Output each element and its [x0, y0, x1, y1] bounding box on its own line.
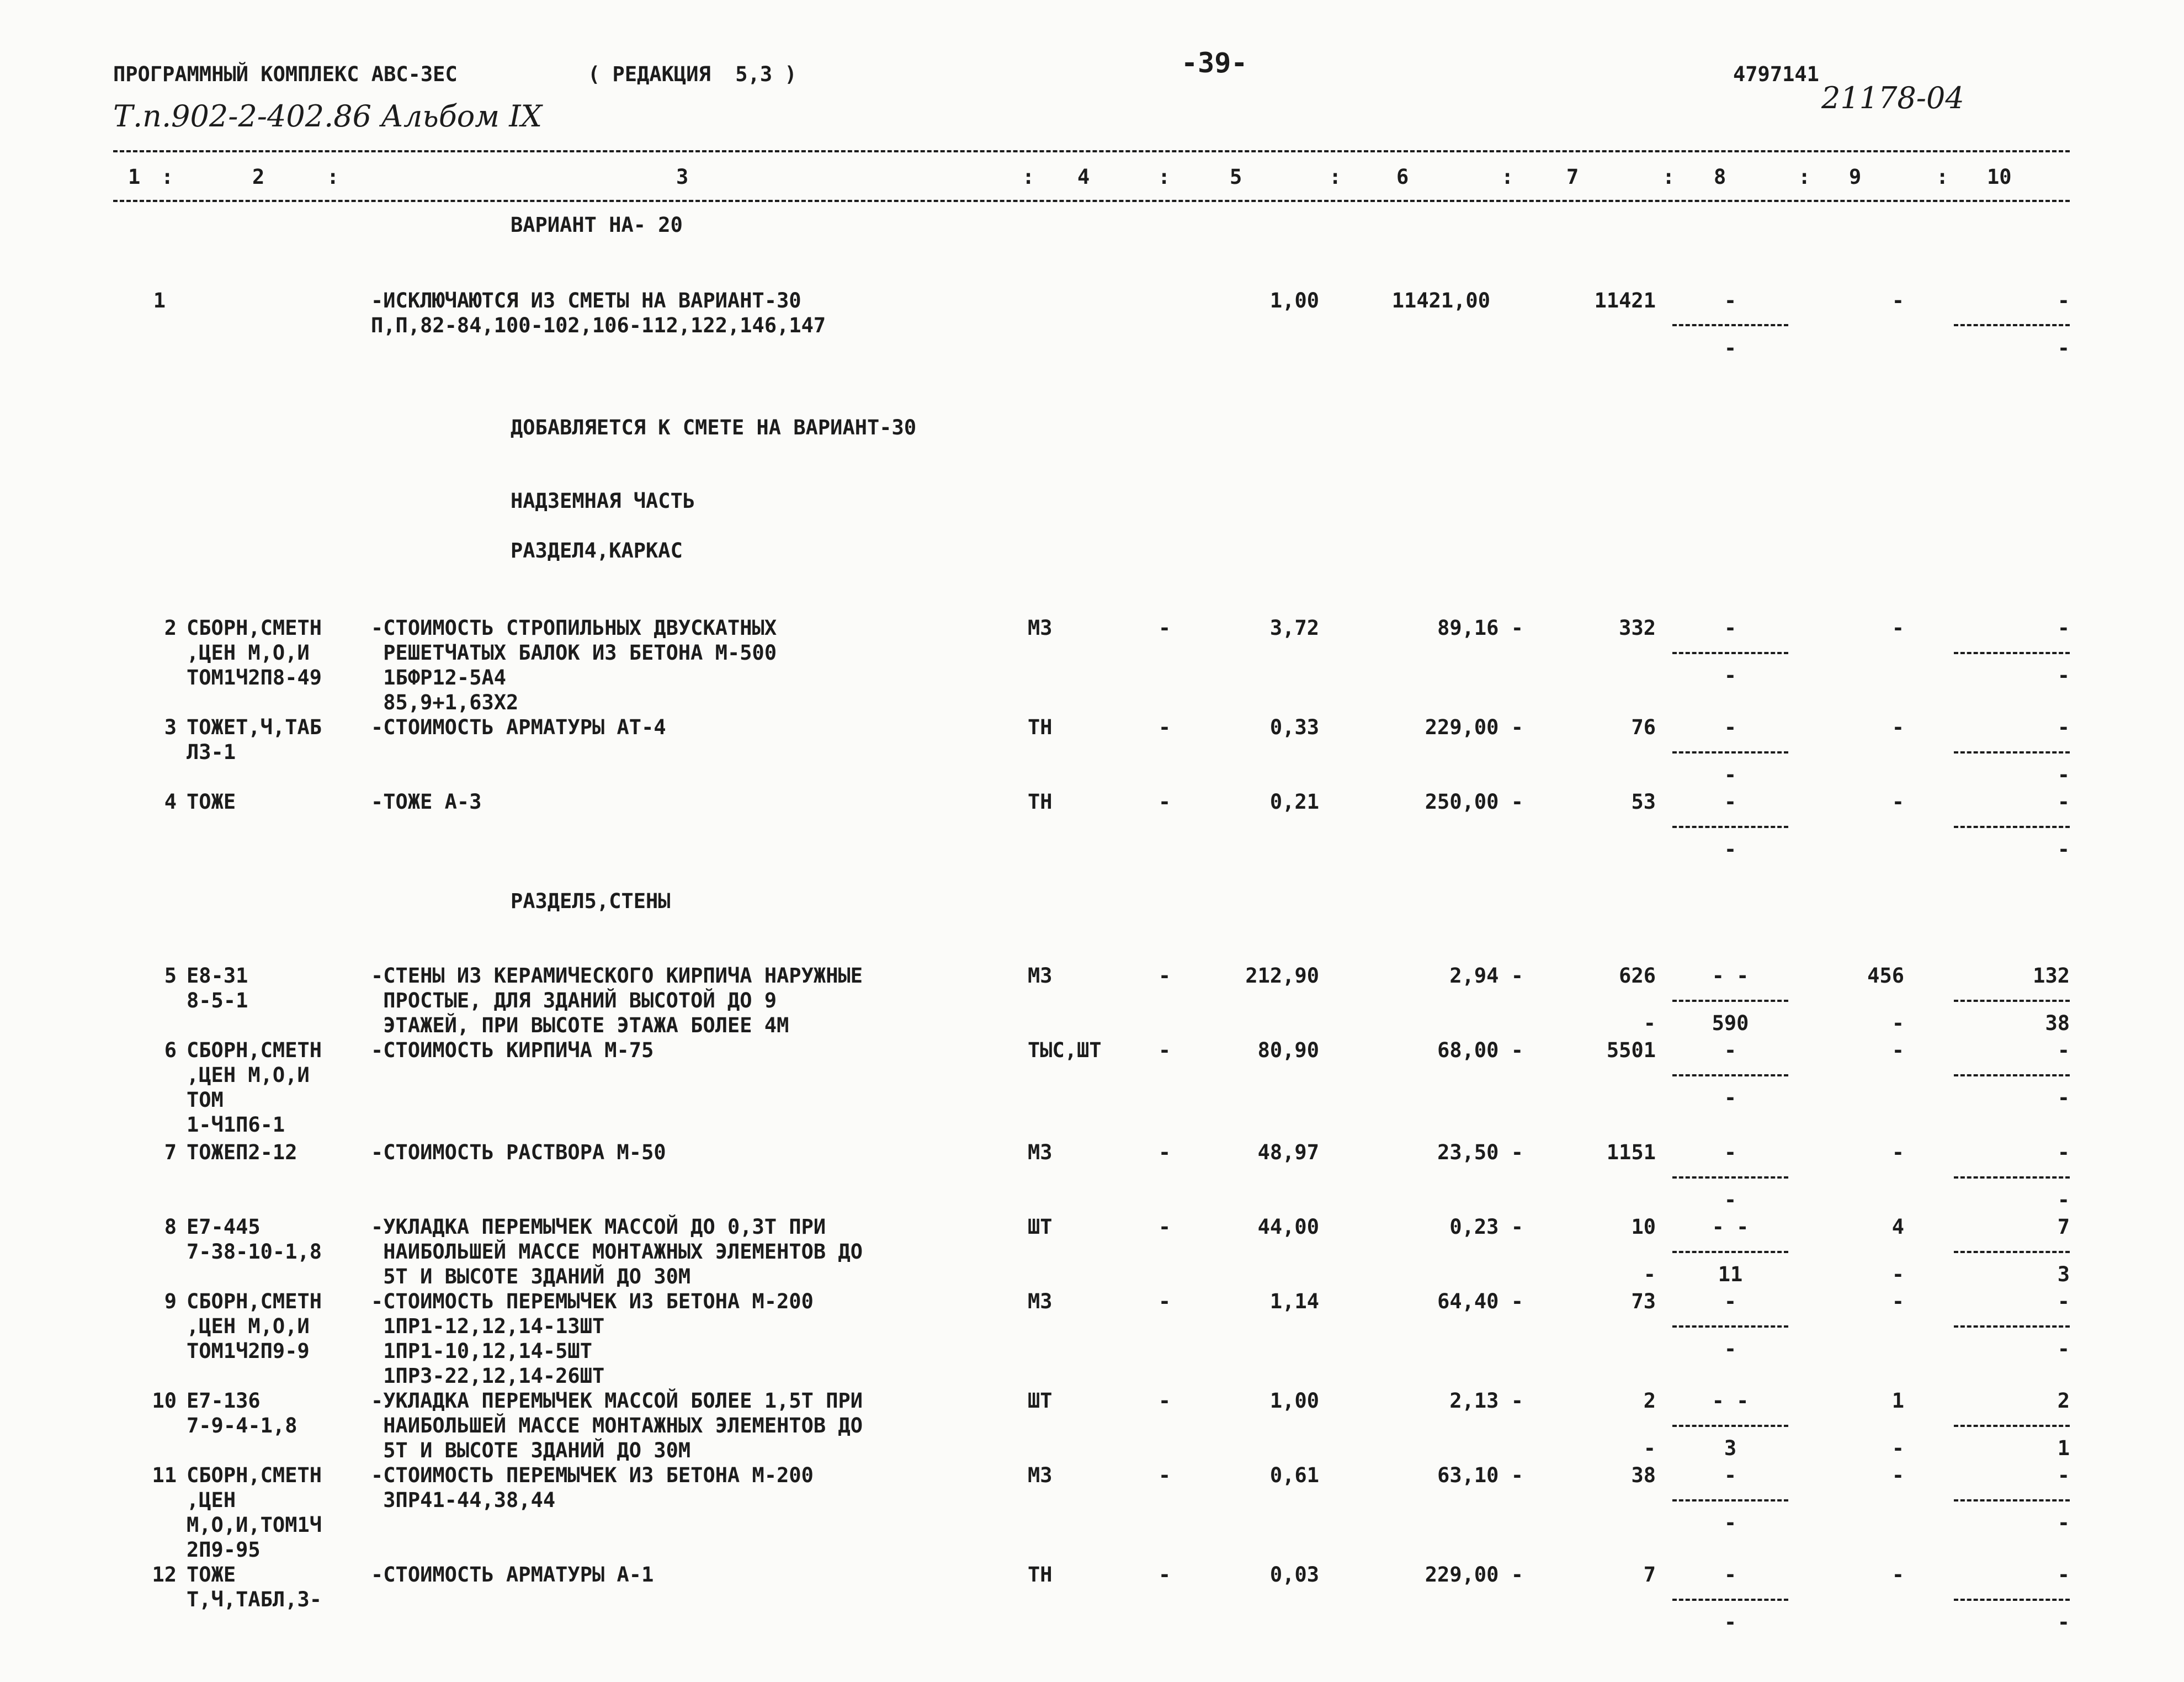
row-col10-sub: -: [2057, 1188, 2070, 1212]
row-col9: 4: [1891, 1215, 1904, 1239]
row-col8-sub: -: [1724, 1511, 1737, 1535]
subtotal-rule: [1954, 1251, 2070, 1253]
document-number: 4797141: [1733, 62, 1819, 86]
row-mark: -: [1158, 715, 1171, 739]
column-header: 10: [1987, 165, 2012, 189]
row-mark: -: [1158, 1215, 1171, 1239]
row-col8-sub: -: [1724, 1610, 1737, 1634]
row-col10: -: [2057, 715, 2070, 739]
row-quantity: 212,90: [1245, 964, 1319, 988]
row-code: Е7-136: [187, 1389, 261, 1413]
row-code: Л3-1: [187, 740, 236, 764]
row-col10: -: [2057, 1563, 2070, 1587]
row-number: 9: [164, 1290, 177, 1313]
row-col8: -: [1724, 1038, 1737, 1062]
row-number: 2: [164, 616, 177, 640]
row-code: ТОЖЕТ,Ч,ТАБ: [187, 715, 322, 739]
row-description: 5Т И ВЫСОТЕ ЗДАНИЙ ДО 30М: [371, 1439, 691, 1462]
row-description: 5Т И ВЫСОТЕ ЗДАНИЙ ДО 30М: [371, 1265, 691, 1288]
row-description: 1БФР12-5А4: [371, 666, 507, 689]
edition-label: ( РЕДАКЦИЯ 5,3 ): [588, 62, 797, 86]
row-price: 68,00 -: [1437, 1038, 1523, 1062]
row-code: ТОЖЕ: [187, 790, 236, 814]
row-col10-sub: -: [2057, 1511, 2070, 1535]
row-col8-sub: -: [1724, 1188, 1737, 1212]
subtotal-rule: [1672, 1251, 1788, 1253]
column-header: 1: [128, 165, 141, 189]
row-total: 332: [1619, 616, 1656, 640]
row-total-sub: -: [1643, 1436, 1656, 1460]
subtotal-rule: [1954, 1325, 2070, 1328]
row-quantity: 0,21: [1269, 790, 1319, 814]
row-quantity: 0,61: [1269, 1463, 1319, 1487]
row-total: 38: [1631, 1463, 1656, 1487]
row-price: 64,40 -: [1437, 1290, 1523, 1313]
row-col10: -: [2057, 616, 2070, 640]
row-col9-sub: -: [1891, 1011, 1904, 1035]
row-col9: -: [1891, 1140, 1904, 1164]
row-mark: -: [1158, 1463, 1171, 1487]
row-price: 2,13 -: [1449, 1389, 1523, 1413]
row-col8: -: [1724, 715, 1737, 739]
row-col9: -: [1891, 1290, 1904, 1313]
row-total: 11421: [1594, 289, 1656, 312]
row-number: 7: [164, 1140, 177, 1164]
row-unit: ТН: [1028, 1563, 1053, 1587]
header-rule-bottom: [113, 200, 2070, 202]
column-header: 4: [1077, 165, 1090, 189]
row-code: ,ЦЕН М,О,И: [187, 1063, 310, 1087]
row-code: ТОЖЕ: [187, 1563, 236, 1587]
row-mark: -: [1158, 964, 1171, 988]
row-col9-sub: -: [1891, 1436, 1904, 1460]
row-col10-sub: -: [2057, 336, 2070, 360]
row-number: 1: [153, 289, 166, 312]
row-col10-sub: 38: [2045, 1011, 2070, 1035]
row-quantity: 0,03: [1269, 1563, 1319, 1587]
row-description: -ИСКЛЮЧАЮТСЯ ИЗ СМЕТЫ НА ВАРИАНТ-30: [371, 289, 801, 312]
row-number: 10: [152, 1389, 177, 1413]
row-col8-sub: 11: [1718, 1262, 1743, 1286]
row-quantity: 0,33: [1269, 715, 1319, 739]
row-col10: -: [2057, 1463, 2070, 1487]
row-description: -СТОИМОСТЬ ПЕРЕМЫЧЕК ИЗ БЕТОНА М-200: [371, 1290, 814, 1313]
row-col9: 1: [1891, 1389, 1904, 1413]
row-col9: -: [1891, 616, 1904, 640]
row-description: ЭТАЖЕЙ, ПРИ ВЫСОТЕ ЭТАЖА БОЛЕЕ 4М: [371, 1014, 789, 1037]
above-ground-title: НАДЗЕМНАЯ ЧАСТЬ: [511, 489, 695, 513]
column-header: 3: [676, 165, 689, 189]
row-col9: 456: [1867, 964, 1904, 988]
handwritten-code: 21178-04: [1821, 81, 1964, 115]
row-mark: -: [1158, 616, 1171, 640]
row-col10: -: [2057, 1290, 2070, 1313]
row-code: СБОРН,СМЕТН: [187, 1290, 322, 1313]
row-quantity: 3,72: [1269, 616, 1319, 640]
program-title: ПРОГРАММНЫЙ КОМПЛЕКС АВС-3ЕС: [113, 62, 458, 86]
row-unit: ТЫС,ШТ: [1028, 1038, 1102, 1062]
row-code: Т,Ч,ТАБЛ,3-: [187, 1588, 322, 1611]
row-total: 5501: [1606, 1038, 1656, 1062]
row-unit: М3: [1028, 1140, 1053, 1164]
row-code: 7-9-4-1,8: [187, 1414, 297, 1437]
row-col10: 132: [2033, 964, 2070, 988]
row-col10: -: [2057, 1140, 2070, 1164]
row-description: -УКЛАДКА ПЕРЕМЫЧЕК МАССОЙ БОЛЕЕ 1,5Т ПРИ: [371, 1389, 863, 1413]
header-rule-top: [113, 150, 2070, 152]
row-description: ПРОСТЫЕ, ДЛЯ ЗДАНИЙ ВЫСОТОЙ ДО 9: [371, 989, 777, 1012]
row-col10: -: [2057, 790, 2070, 814]
section-5-title: РАЗДЕЛ5,СТЕНЫ: [511, 889, 671, 913]
subtotal-rule: [1672, 1176, 1788, 1179]
row-description: -ТОЖЕ А-3: [371, 790, 482, 814]
row-price: 0,23 -: [1449, 1215, 1523, 1239]
row-code: ,ЦЕН: [187, 1488, 236, 1512]
row-description: -СТОИМОСТЬ СТРОПИЛЬНЫХ ДВУСКАТНЫХ: [371, 616, 777, 640]
row-col8: - -: [1712, 1389, 1749, 1413]
row-col8: -: [1724, 616, 1737, 640]
row-code: 8-5-1: [187, 989, 248, 1012]
subtotal-rule: [1672, 1325, 1788, 1328]
row-code: ,ЦЕН М,О,И: [187, 641, 310, 665]
row-col10-sub: 3: [2057, 1262, 2070, 1286]
row-quantity: 1,14: [1269, 1290, 1319, 1313]
row-price: 89,16 -: [1437, 616, 1523, 640]
row-description: 1ПР1-12,12,14-13ШТ: [371, 1314, 605, 1338]
subtotal-rule: [1672, 826, 1788, 828]
row-price: 250,00 -: [1425, 790, 1523, 814]
row-code: ТОЖЕП2-12: [187, 1140, 297, 1164]
row-code: Е7-445: [187, 1215, 261, 1239]
row-col10-sub: 1: [2057, 1436, 2070, 1460]
row-code: 1-Ч1П6-1: [187, 1113, 285, 1137]
row-code: 7-38-10-1,8: [187, 1240, 322, 1264]
subtotal-rule: [1954, 1176, 2070, 1179]
subtotal-rule: [1954, 652, 2070, 654]
row-price: 23,50 -: [1437, 1140, 1523, 1164]
row-col8: -: [1724, 1140, 1737, 1164]
row-col10: -: [2057, 1038, 2070, 1062]
subtotal-rule: [1954, 751, 2070, 754]
row-price: 11421,00: [1391, 289, 1490, 312]
column-header: 9: [1849, 165, 1862, 189]
row-price: 63,10 -: [1437, 1463, 1523, 1487]
row-number: 3: [164, 715, 177, 739]
row-code: СБОРН,СМЕТН: [187, 1463, 322, 1487]
row-col10-sub: -: [2057, 1610, 2070, 1634]
column-header: 8: [1714, 165, 1726, 189]
row-mark: -: [1158, 1563, 1171, 1587]
row-price: 229,00 -: [1425, 1563, 1523, 1587]
row-quantity: 1,00: [1269, 1389, 1319, 1413]
row-mark: -: [1158, 1038, 1171, 1062]
row-price: 2,94 -: [1449, 964, 1523, 988]
row-number: 6: [164, 1038, 177, 1062]
row-col10-sub: -: [2057, 1086, 2070, 1110]
subtotal-rule: [1954, 1000, 2070, 1002]
row-unit: М3: [1028, 964, 1053, 988]
row-unit: М3: [1028, 1290, 1053, 1313]
subtotal-rule: [1672, 1000, 1788, 1002]
row-description: -УКЛАДКА ПЕРЕМЫЧЕК МАССОЙ ДО 0,3Т ПРИ: [371, 1215, 826, 1239]
added-section-title: ДОБАВЛЯЕТСЯ К СМЕТЕ НА ВАРИАНТ-30: [511, 416, 917, 439]
subtotal-rule: [1954, 1074, 2070, 1076]
row-quantity: 1,00: [1269, 289, 1319, 312]
variant-title: ВАРИАНТ НА- 20: [511, 213, 683, 237]
row-col8-sub: -: [1724, 1337, 1737, 1361]
row-unit: ШТ: [1028, 1389, 1053, 1413]
row-number: 11: [152, 1463, 177, 1487]
row-col8: -: [1724, 1290, 1737, 1313]
column-header: 5: [1230, 165, 1242, 189]
row-col10-sub: -: [2057, 1337, 2070, 1361]
row-code: М,О,И,ТОМ1Ч: [187, 1513, 322, 1537]
row-col8: -: [1724, 1563, 1737, 1587]
row-total: 2: [1643, 1389, 1656, 1413]
row-unit: М3: [1028, 1463, 1053, 1487]
row-quantity: 80,90: [1257, 1038, 1319, 1062]
row-quantity: 48,97: [1257, 1140, 1319, 1164]
row-total: 73: [1631, 1290, 1656, 1313]
subtotal-rule: [1672, 1499, 1788, 1501]
column-header: 2: [252, 165, 265, 189]
row-total-sub: -: [1643, 1262, 1656, 1286]
column-header: 7: [1566, 165, 1579, 189]
row-col8-sub: -: [1724, 664, 1737, 687]
row-description: 3ПР41-44,38,44: [371, 1488, 556, 1512]
row-price: 229,00 -: [1425, 715, 1523, 739]
row-col10: 2: [2057, 1389, 2070, 1413]
subtotal-rule: [1954, 1499, 2070, 1501]
row-number: 5: [164, 964, 177, 988]
row-code: СБОРН,СМЕТН: [187, 616, 322, 640]
row-unit: ШТ: [1028, 1215, 1053, 1239]
row-description: -СТОИМОСТЬ ПЕРЕМЫЧЕК ИЗ БЕТОНА М-200: [371, 1463, 814, 1487]
page-number: -39-: [1181, 47, 1248, 79]
row-description: НАИБОЛЬШЕЙ МАССЕ МОНТАЖНЫХ ЭЛЕМЕНТОВ ДО: [371, 1414, 863, 1437]
row-quantity: 44,00: [1257, 1215, 1319, 1239]
row-description: НАИБОЛЬШЕЙ МАССЕ МОНТАЖНЫХ ЭЛЕМЕНТОВ ДО: [371, 1240, 863, 1264]
row-total: 1151: [1606, 1140, 1656, 1164]
row-unit: М3: [1028, 616, 1053, 640]
row-col10: -: [2057, 289, 2070, 312]
row-code: ТОМ1Ч2П9-9: [187, 1339, 310, 1363]
row-col8-sub: -: [1724, 1086, 1737, 1110]
row-number: 4: [164, 790, 177, 814]
row-description: 1ПР1-10,12,14-5ШТ: [371, 1339, 592, 1363]
row-mark: -: [1158, 1389, 1171, 1413]
row-description: 1ПР3-22,12,14-26ШТ: [371, 1364, 605, 1388]
subtotal-rule: [1954, 1425, 2070, 1427]
row-description: П,П,82-84,100-102,106-112,122,146,147: [371, 314, 826, 337]
row-col8-sub: -: [1724, 763, 1737, 787]
row-code: ТОМ1Ч2П8-49: [187, 666, 322, 689]
row-description: 85,9+1,63Х2: [371, 691, 519, 714]
row-col10-sub: -: [2057, 837, 2070, 861]
row-description: РЕШЕТЧАТЫХ БАЛОК ИЗ БЕТОНА М-500: [371, 641, 777, 665]
subtotal-rule: [1954, 826, 2070, 828]
row-col8: -: [1724, 289, 1737, 312]
subtotal-rule: [1672, 1599, 1788, 1601]
row-unit: ТН: [1028, 790, 1053, 814]
row-code: ,ЦЕН М,О,И: [187, 1314, 310, 1338]
row-col9: -: [1891, 289, 1904, 312]
row-col8: - -: [1712, 964, 1749, 988]
row-code: ТОМ: [187, 1088, 224, 1112]
row-total: 76: [1631, 715, 1656, 739]
row-col8: -: [1724, 1463, 1737, 1487]
row-mark: -: [1158, 1290, 1171, 1313]
row-code: Е8-31: [187, 964, 248, 988]
row-col8: - -: [1712, 1215, 1749, 1239]
subtotal-rule: [1672, 652, 1788, 654]
row-description: -СТОИМОСТЬ КИРПИЧА М-75: [371, 1038, 654, 1062]
row-col8-sub: -: [1724, 837, 1737, 861]
row-code: 2П9-95: [187, 1538, 261, 1562]
row-total: 53: [1631, 790, 1656, 814]
row-col8-sub: -: [1724, 336, 1737, 360]
row-mark: -: [1158, 1140, 1171, 1164]
subtotal-rule: [1672, 751, 1788, 754]
row-unit: ТН: [1028, 715, 1053, 739]
row-description: -СТОИМОСТЬ РАСТВОРА М-50: [371, 1140, 666, 1164]
row-total: 7: [1643, 1563, 1656, 1587]
row-number: 12: [152, 1563, 177, 1587]
row-col9: -: [1891, 715, 1904, 739]
row-col9: -: [1891, 1463, 1904, 1487]
row-total-sub: -: [1643, 1011, 1656, 1035]
handwritten-reference: Т.п.902-2-402.86 Альбом IX: [113, 99, 543, 134]
row-col9: -: [1891, 1563, 1904, 1587]
row-col8-sub: 3: [1724, 1436, 1737, 1460]
row-col8-sub: 590: [1712, 1011, 1749, 1035]
row-total: 10: [1631, 1215, 1656, 1239]
row-col9: -: [1891, 1038, 1904, 1062]
column-header: 6: [1396, 165, 1409, 189]
subtotal-rule: [1954, 1599, 2070, 1601]
row-col9-sub: -: [1891, 1262, 1904, 1286]
row-number: 8: [164, 1215, 177, 1239]
row-code: СБОРН,СМЕТН: [187, 1038, 322, 1062]
row-description: -СТОИМОСТЬ АРМАТУРЫ АТ-4: [371, 715, 666, 739]
subtotal-rule: [1672, 1074, 1788, 1076]
subtotal-rule: [1672, 1425, 1788, 1427]
row-col9: -: [1891, 790, 1904, 814]
row-mark: -: [1158, 790, 1171, 814]
row-total: 626: [1619, 964, 1656, 988]
row-col10-sub: -: [2057, 763, 2070, 787]
row-col10-sub: -: [2057, 664, 2070, 687]
row-description: -СТОИМОСТЬ АРМАТУРЫ А-1: [371, 1563, 654, 1587]
row-description: -СТЕНЫ ИЗ КЕРАМИЧЕСКОГО КИРПИЧА НАРУЖНЫЕ: [371, 964, 863, 988]
row-col10: 7: [2057, 1215, 2070, 1239]
row-col8: -: [1724, 790, 1737, 814]
section-4-title: РАЗДЕЛ4,КАРКАС: [511, 539, 683, 563]
